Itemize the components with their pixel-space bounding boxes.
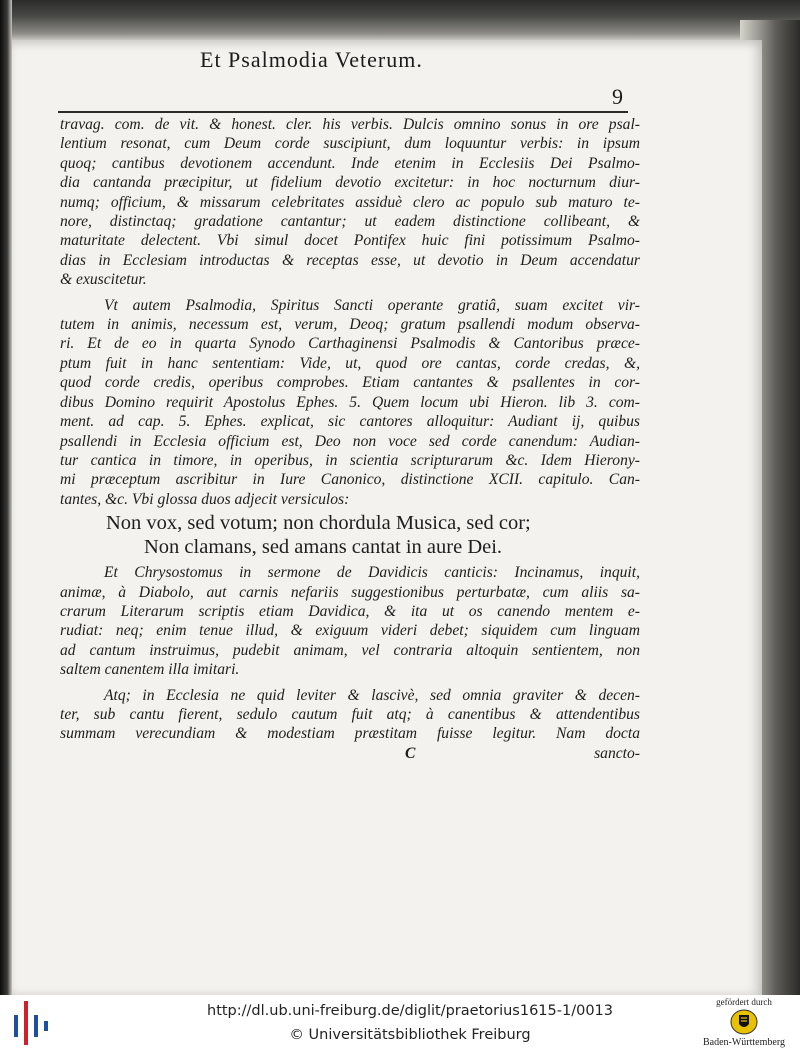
text-line: lentium resonat, cum Deum corde suscipiunt, dum loquuntur verbis: in ipsum [60,135,640,153]
text-line: ptum fuit in hanc sententiam: Vide, ut, quod ore cantas, corde credas, &, [60,354,640,372]
text-line: dibus Domino requirit Apostolus Ephes. 5. Quem locum ubi Hieron. lib 3. com- [60,393,640,411]
text-line: & exuscitetur. [60,271,147,289]
text-line: tur cantica in timore, in operibus, in scientia scripturarum &c. Idem Hierony- [60,451,640,469]
text-line: saltem canentem illa imitari. [60,661,240,679]
signature-mark: C [405,744,416,762]
copyright-notice: © Universitätsbibliothek Freiburg [289,1027,531,1043]
baden-wuerttemberg-crest-icon [730,1009,758,1035]
text-line: rudiat: neq; enim tenue illud, & exiguum videri debet; siquidem cum linguam [60,622,640,640]
signature-line [60,744,640,766]
text-line: numq; officium, & missarum celebritates assiduè clero ac populo sub maturo te- [60,193,640,211]
verse-line: Non clamans, sed amans cantat in aure Dei. [144,536,503,559]
paragraph-4 [60,686,640,744]
paragraph-2 [60,296,640,509]
funder-block [692,997,796,1051]
text-line: Vt autem Psalmodia, Spiritus Sancti operante gratiâ, suam excitet vir- [104,296,640,314]
text-line: ri. Et de eo in quarta Synodo Carthaginensi Psalmodis & Cantoribus præce- [60,335,640,353]
viewer-footer [0,995,800,1052]
text-line: crarum Literarum scriptis etiam Davidica, & ita ut os canendo mentem e- [60,602,640,620]
page-number: 9 [612,84,623,109]
text-line: tutem in animis, necessum est, verum, Deoq; gratum psallendi modum observa- [60,316,640,334]
page-header [200,45,640,79]
text-line: quod corde credis, operibus comprobes. Etiam cantantes & psallentes in cor- [60,374,640,392]
funded-by-label: gefördert durch [716,997,772,1007]
text-line: psallendi in Ecclesia officium est, Deo non voce sed corde canendum: Audian- [60,432,640,450]
text-line: summam verecundiam & modestiam præstitam fuisse legitur. Nam docta [60,725,640,743]
book-left-edge [0,0,12,995]
text-line: Et Chrysostomus in sermone de Davidicis canticis: Incinamus, inquit, [104,564,640,582]
header-rule [58,111,628,113]
text-line: nore, distinctaq; gradatione cantantur; ut eadem distinctione collibeant, & [60,213,640,231]
body-text [60,115,640,766]
text-line: ment. ad cap. 5. Ephes. explicat, sic cantores alloquitur: Audiant ij, quibus [60,413,640,431]
catchword: sancto- [594,744,640,762]
running-head: Et Psalmodia Veterum. [200,47,423,72]
funder-name: Baden-Württemberg [702,1037,785,1048]
text-line: dia cantanda præcipitur, ut fidelium devotio excitetur: in hoc nocturnum diur- [60,174,640,192]
paragraph-1 [60,115,640,290]
text-line: ter, sub cantu fierent, sedulo cautum fuit atq; à canentibus & attendentibus [60,705,640,723]
text-line: travag. com. de vit. & honest. cler. his verbis. Dulcis omnino sonus in ore psal- [60,116,640,133]
text-line: mi præceptum ascribitur in Iure Canonico, distinctione XCII. capitulo. Can- [60,471,640,489]
text-line: ad cantum instruimus, pudebit animam, vel contraria altoquin sentientem, non [60,641,640,659]
text-line: Atq; in Ecclesia ne quid leviter & lascivè, sed omnia graviter & decen- [104,686,640,704]
text-line: quoq; cantibus devotionem accendunt. Inde etenim in Ecclesiis Dei Psalmo- [60,154,640,172]
text-line: maturitate delectent. Vbi simul docet Pontifex huic fini potissimum Psalmo- [60,232,640,250]
paragraph-3 [60,563,640,679]
book-top-edge [0,0,800,42]
text-line: animæ, à Diabolo, aut carnis nefariis suggestionibus perturbatæ, cum aliis sa- [60,583,640,601]
verse-block [60,511,640,559]
text-line: tantes, &c. Vbi glossa duos adjecit versiculos: [60,490,350,508]
ub-freiburg-logo [14,1001,54,1045]
verse-line: Non vox, sed votum; non chordula Musica, sed cor; [106,512,531,535]
text-line: dias in Ecclesiam introductas & receptas esse, ut devotio in Deum accendatur [60,251,640,269]
permalink-url[interactable]: http://dl.ub.uni-freiburg.de/diglit/praetorius1615-1/0013 [207,1003,613,1019]
